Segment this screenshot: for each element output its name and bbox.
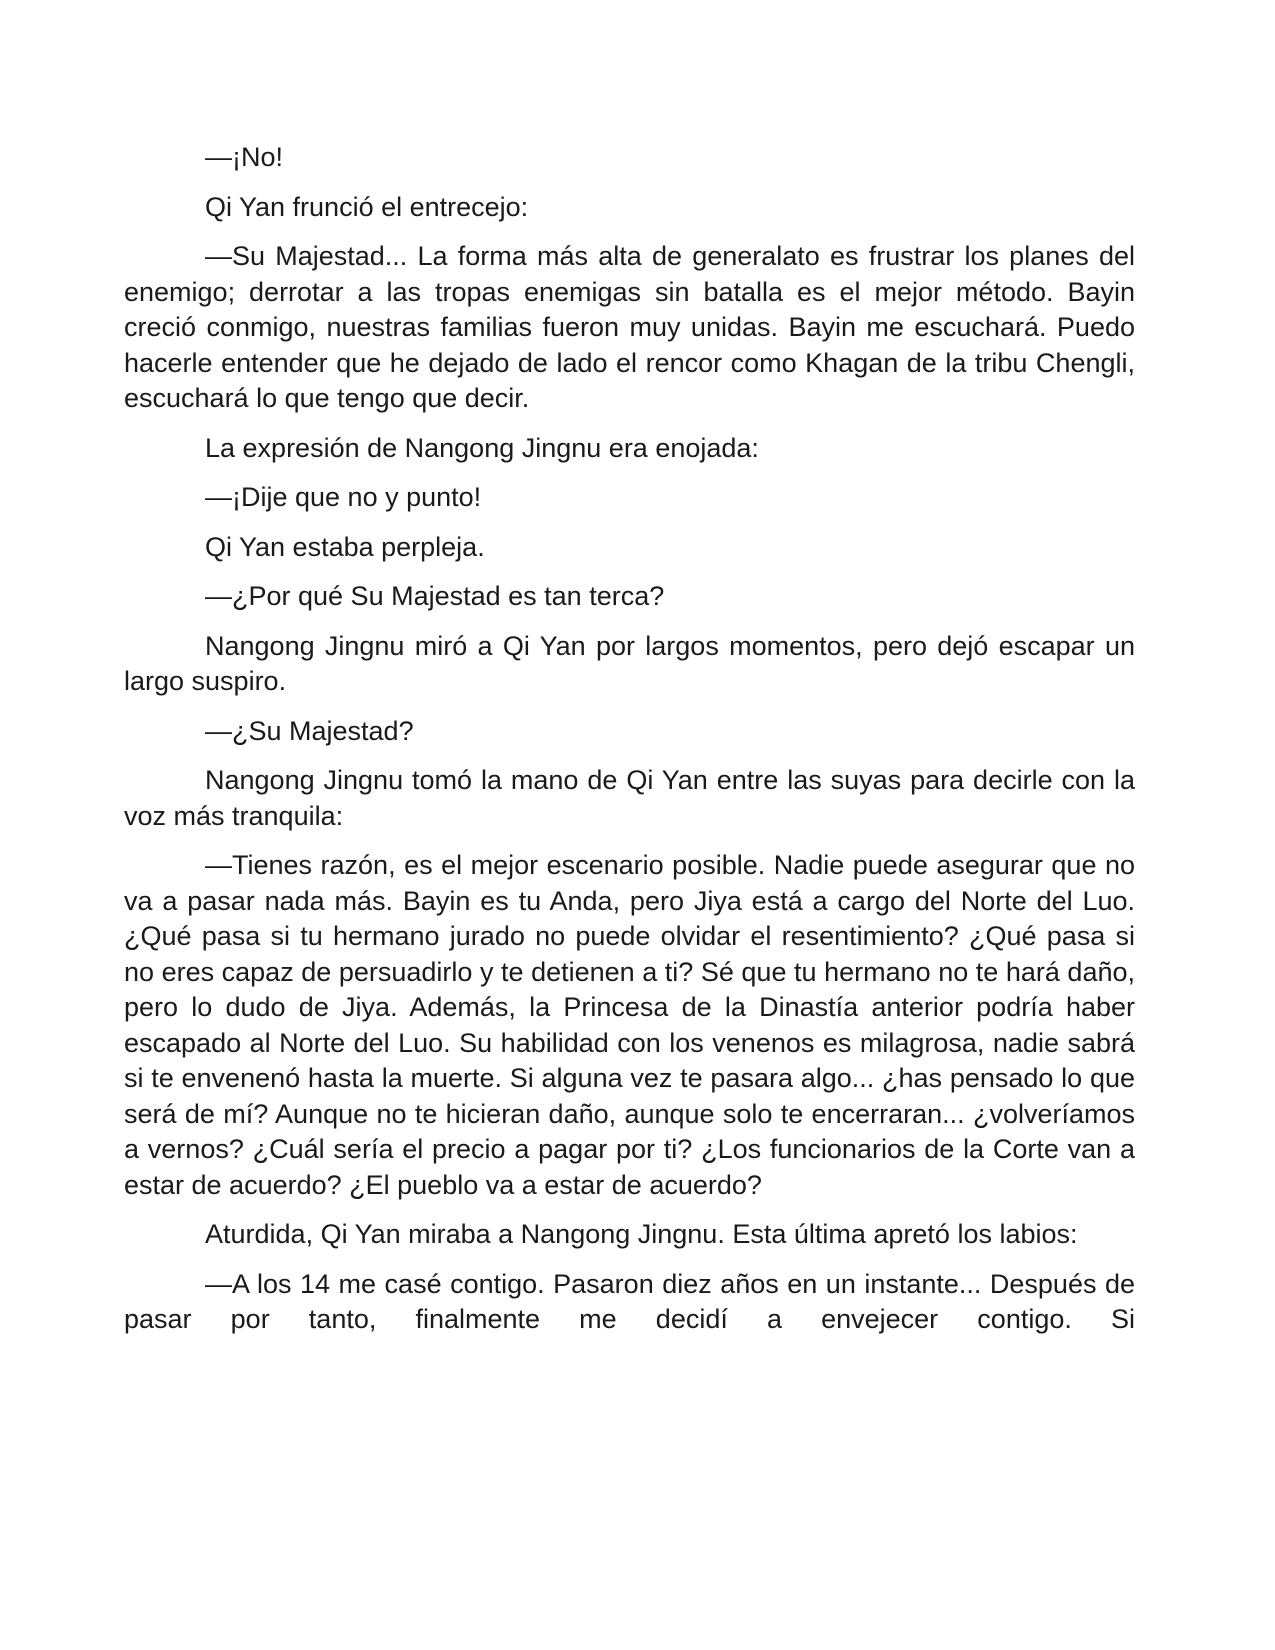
paragraph-6: Qi Yan estaba perpleja. bbox=[205, 531, 485, 562]
paragraph-2: Qi Yan frunció el entrecejo: bbox=[205, 191, 529, 222]
paragraph-13: —A los 14 me casé contigo. Pasaron diez años en un instante... Después de pasar por tanto, finalmente me decidí a envejecer contigo. Si bbox=[124, 1268, 1135, 1334]
paragraph-7: —¿Por qué Su Majestad es tan terca? bbox=[205, 581, 665, 611]
paragraph-5: —¡Dije que no y punto! bbox=[205, 482, 482, 512]
paragraph-9: —¿Su Majestad? bbox=[205, 715, 414, 746]
paragraph-4: La expresión de Nangong Jingnu era enojada: bbox=[205, 432, 759, 463]
paragraph-3: —Su Majestad... La forma más alta de generalato es frustrar los planes del enemigo; derrotar a las tropas enemigas sin batalla es el mejor método. Bayin creció conmigo, nuestras familias fueron muy unidas. Bayin me escuchará. Puedo hacerle entender que he dejado de lado el rencor como Khagan de la tribu Chengli, escuchará lo que tengo que decir. bbox=[124, 241, 1135, 413]
text-body bbox=[124, 140, 1135, 1338]
paragraph-12: Aturdida, Qi Yan miraba a Nangong Jingnu. Esta última apretó los labios: bbox=[205, 1219, 1078, 1249]
paragraph-11: —Tienes razón, es el mejor escenario posible. Nadie puede asegurar que no va a pasar nada más. Bayin es tu Anda, pero Jiya está a cargo del Norte del Luo. ¿Qué pasa si tu hermano jurado no puede olvidar el resentimiento? ¿Qué pasa si no eres capaz de persuadirlo y te detienen a ti? Sé que tu hermano no te hará daño, pero lo dudo de Jiya. Además, la Princesa de la Dinastía anterior podría haber escapado al Norte del Luo. Su habilidad con los venenos es milagrosa, nadie sabrá si te envenenó hasta la muerte. Si alguna vez te pasara algo... ¿has pensado lo que será de mí? Aunque no te hicieran daño, aunque solo te encerraran... ¿volveríamos a vernos? ¿Cuál sería el precio a pagar por ti? ¿Los funcionarios de la Corte van a estar de acuerdo? ¿El pueblo va a estar de acuerdo? bbox=[124, 850, 1135, 1200]
paragraph-8: Nangong Jingnu miró a Qi Yan por largos momentos, pero dejó escapar un largo suspiro. bbox=[124, 630, 1135, 696]
paragraph-10: Nangong Jingnu tomó la mano de Qi Yan entre las suyas para decirle con la voz más tranquila: bbox=[124, 765, 1135, 831]
paragraph-1: —¡No! bbox=[205, 142, 284, 172]
